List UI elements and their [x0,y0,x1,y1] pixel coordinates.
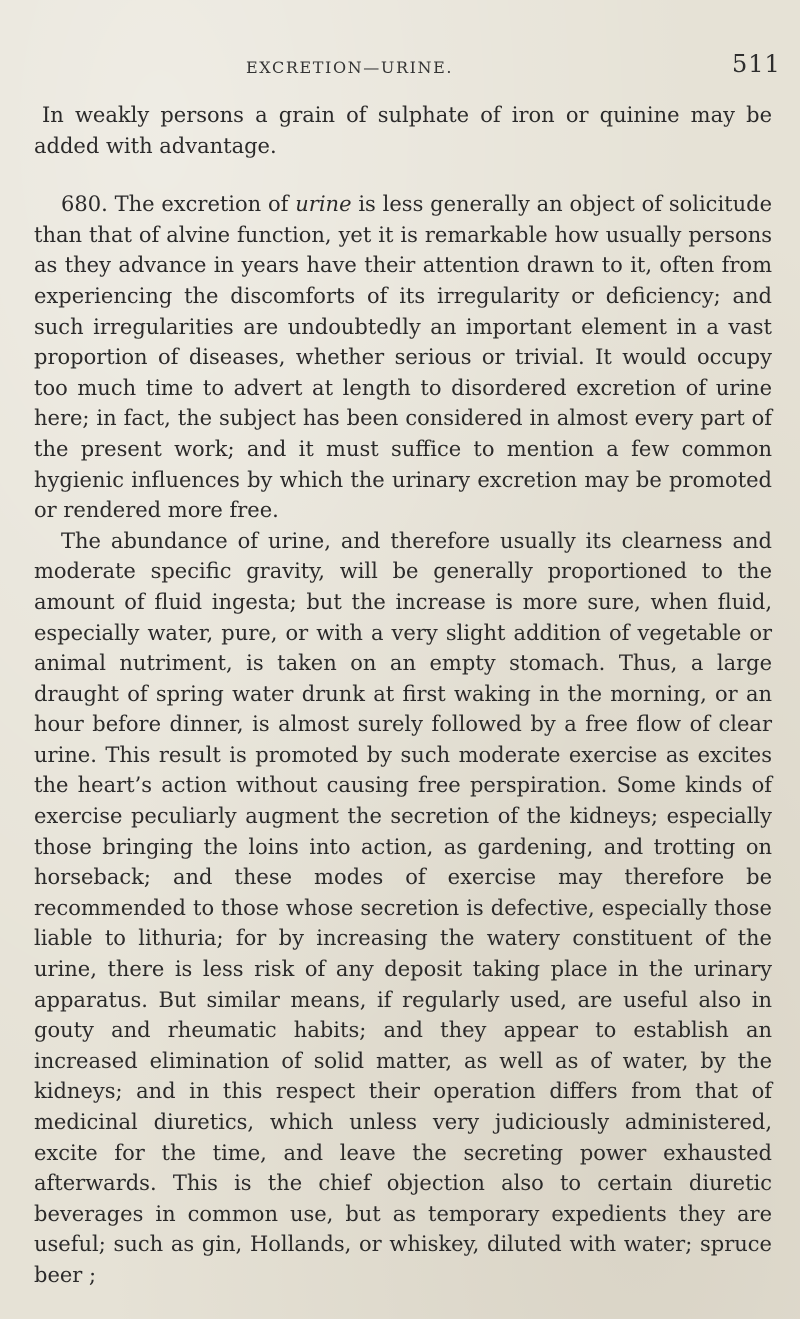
paragraph-text: is less generally an object of solicitude than that of alvine function, yet it is remarkable how usually persons as they advance in years have their attention drawn to it, often from experiencing the discomforts of its irregularity or deficiency; and such irregularities are undoubtedly an important element in a vast proportion of diseases, whether serious or trivial. It would occupy too much time to advert at length to disordered excretion of urine here; in fact, the subject has been considered in almost every part of the present work; and it must suffice to mention a few common hygienic influences by which the urinary excretion may be promoted or rendered more free. [34,192,772,523]
page-number: 511 [732,50,781,78]
paragraph-section-680 [34,189,772,526]
paragraph-opening: In weakly persons a grain of sulphate of iron or quinine may be added with advantage. [34,103,772,158]
italic-term: urine [295,192,352,217]
body-text [34,100,772,1291]
section-number: 680. [61,192,108,217]
paragraph-text: The excretion of [107,192,296,217]
running-title: EXCRETION—URINE. [246,58,454,77]
running-head [0,40,800,80]
paragraph-continuation: The abundance of urine, and therefore usually its clearness and moderate specific gravity, will be generally proportioned to the amount of fluid ingesta; but the increase is more sure, when fluid, especially water, pure, or with a very slight addition of vegetable or animal nutriment, is taken on an empty stomach. Thus, a large draught of spring water drunk at first waking in the morning, or an hour before dinner, is almost surely followed by a free flow of clear urine. This result is promoted by such moderate exercise as excites the heart’s action without causing free perspiration. Some kinds of exercise peculiarly augment the secretion of the kidneys; especially those bringing the loins into action, as gardening, and trotting on horseback; and these modes of exercise may therefore be recommended to those whose secretion is defective, especially those liable to lithuria; for by increasing the watery constituent of the urine, there is less risk of any deposit taking place in the urinary apparatus. But similar means, if regularly used, are useful also in gouty and rheumatic habits; and they appear to establish an increased elimination of solid matter, as well as of water, by the kidneys; and in this respect their operation differs from that of medicinal diuretics, which unless very judiciously administered, excite for the time, and leave the secreting power exhausted afterwards. This is the chief objection also to certain diuretic beverages in common use, but as temporary expedients they are useful; such as gin, Hollands, or whiskey, diluted with water; spruce beer ; [34,528,772,1287]
